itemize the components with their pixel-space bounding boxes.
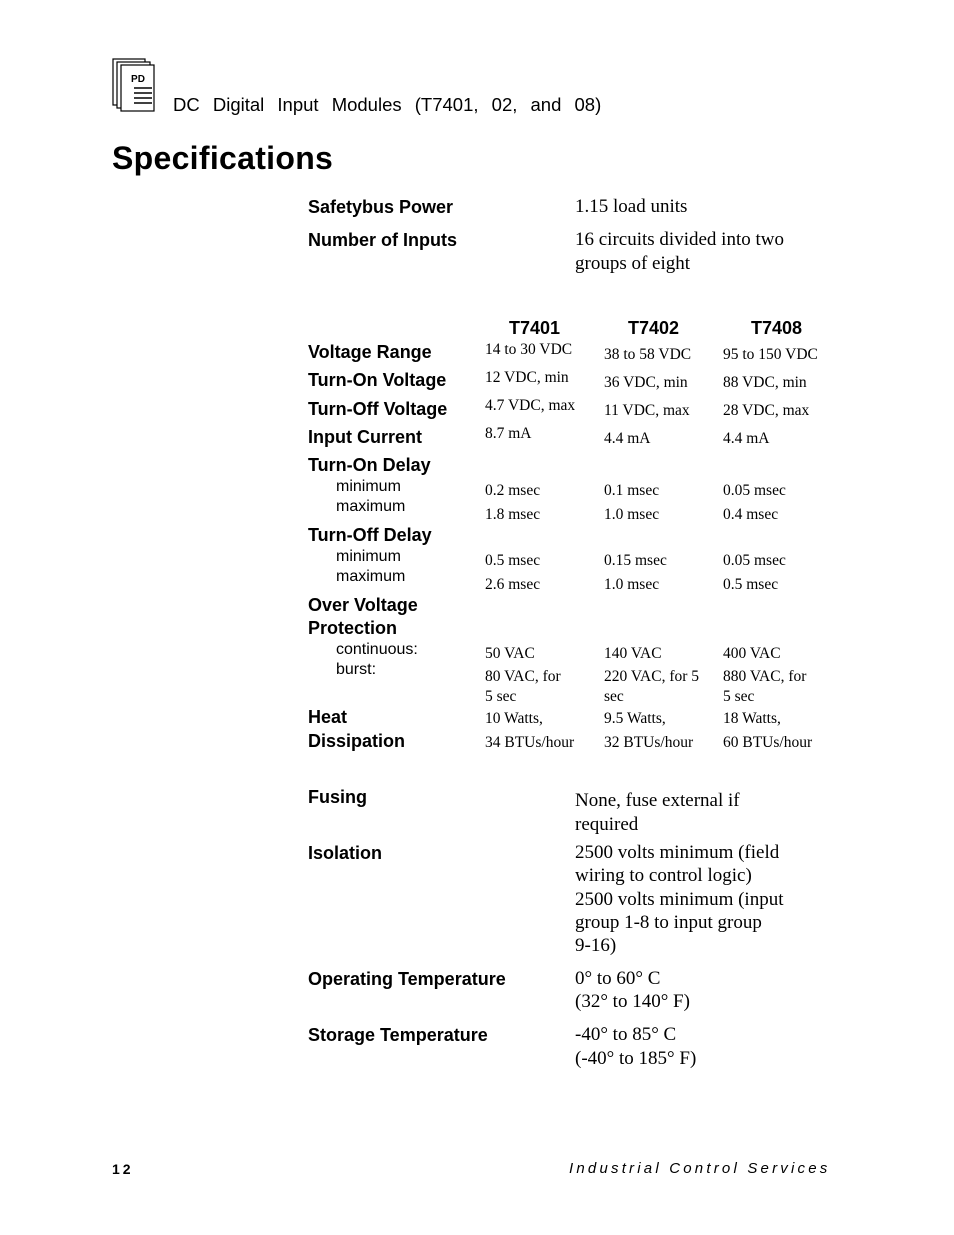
spec-value-isolation-line3: 2500 volts minimum (input bbox=[575, 889, 784, 910]
cell-continuous-t7401: 50 VAC bbox=[485, 645, 535, 662]
sub-label-turn-off-maximum: maximum bbox=[336, 568, 406, 585]
row-label-voltage-range: Voltage Range bbox=[308, 342, 432, 362]
cell-continuous-t7402: 140 VAC bbox=[604, 645, 662, 662]
cell-input-current-t7402: 4.4 mA bbox=[604, 430, 651, 447]
spec-label-number-of-inputs: Number of Inputs bbox=[308, 230, 457, 250]
header-title: DC Digital Input Modules (T7401, 02, and 08) bbox=[173, 94, 602, 115]
spec-value-number-of-inputs-line2: groups of eight bbox=[575, 253, 691, 274]
cell-input-current-t7401: 8.7 mA bbox=[485, 425, 532, 442]
cell-turn-off-min-t7401: 0.5 msec bbox=[485, 552, 541, 569]
row-label-dissipation: Dissipation bbox=[308, 731, 406, 751]
cell-voltage-range-t7401: 14 to 30 VDC bbox=[485, 341, 573, 358]
spec-value-operating-temperature-line1: 0° to 60° C bbox=[575, 968, 661, 989]
cell-burst-line1-t7401: 80 VAC, for bbox=[485, 668, 561, 685]
cell-btus-t7401: 34 BTUs/hour bbox=[485, 734, 575, 751]
cell-continuous-t7408: 400 VAC bbox=[723, 645, 781, 662]
row-label-turn-off-voltage: Turn-Off Voltage bbox=[308, 399, 448, 419]
cell-turn-off-max-t7408: 0.5 msec bbox=[723, 576, 779, 593]
cell-turn-off-voltage-t7401: 4.7 VDC, max bbox=[485, 397, 576, 414]
cell-turn-off-min-t7408: 0.05 msec bbox=[723, 552, 786, 569]
cell-turn-on-voltage-t7402: 36 VDC, min bbox=[604, 374, 688, 391]
column-header-t7408: T7408 bbox=[751, 318, 803, 338]
pd-document-icon bbox=[112, 58, 158, 112]
sub-label-continuous: continuous: bbox=[336, 641, 418, 658]
row-label-over-voltage: Over Voltage bbox=[308, 595, 418, 615]
cell-burst-line2-t7402: sec bbox=[604, 688, 624, 705]
cell-input-current-t7408: 4.4 mA bbox=[723, 430, 770, 447]
sub-label-turn-on-maximum: maximum bbox=[336, 498, 406, 515]
spec-value-isolation-line2: wiring to control logic) bbox=[575, 865, 752, 886]
spec-label-isolation: Isolation bbox=[308, 843, 383, 863]
cell-turn-off-max-t7402: 1.0 msec bbox=[604, 576, 660, 593]
row-label-turn-on-delay: Turn-On Delay bbox=[308, 455, 431, 475]
spec-label-storage-temperature: Storage Temperature bbox=[308, 1025, 488, 1045]
spec-label-fusing: Fusing bbox=[308, 787, 367, 807]
cell-watts-t7402: 9.5 Watts, bbox=[604, 710, 666, 727]
spec-value-storage-temperature-line1: -40° to 85° C bbox=[575, 1024, 677, 1045]
sub-label-burst: burst: bbox=[336, 661, 377, 678]
spec-label-safetybus-power: Safetybus Power bbox=[308, 197, 454, 217]
cell-burst-line1-t7408: 880 VAC, for bbox=[723, 668, 807, 685]
cell-turn-on-min-t7401: 0.2 msec bbox=[485, 482, 541, 499]
column-header-t7401: T7401 bbox=[509, 318, 561, 338]
page-number: 12 bbox=[112, 1161, 134, 1177]
cell-turn-on-max-t7408: 0.4 msec bbox=[723, 506, 779, 523]
row-label-heat: Heat bbox=[308, 707, 348, 727]
cell-turn-off-voltage-t7408: 28 VDC, max bbox=[723, 402, 810, 419]
spec-value-fusing-line2: required bbox=[575, 814, 639, 835]
cell-burst-line2-t7401: 5 sec bbox=[485, 688, 517, 705]
cell-turn-on-max-t7401: 1.8 msec bbox=[485, 506, 541, 523]
row-label-input-current: Input Current bbox=[308, 427, 422, 447]
row-label-protection: Protection bbox=[308, 618, 398, 638]
cell-voltage-range-t7402: 38 to 58 VDC bbox=[604, 346, 692, 363]
cell-btus-t7402: 32 BTUs/hour bbox=[604, 734, 694, 751]
spec-value-operating-temperature-line2: (32° to 140° F) bbox=[575, 991, 690, 1012]
cell-turn-on-min-t7402: 0.1 msec bbox=[604, 482, 660, 499]
spec-value-fusing-line1: None, fuse external if bbox=[575, 790, 740, 811]
cell-turn-off-min-t7402: 0.15 msec bbox=[604, 552, 667, 569]
spec-label-operating-temperature: Operating Temperature bbox=[308, 969, 506, 989]
spec-value-number-of-inputs-line1: 16 circuits divided into two bbox=[575, 229, 784, 250]
footer-company: Industrial Control Services bbox=[569, 1160, 831, 1177]
cell-btus-t7408: 60 BTUs/hour bbox=[723, 734, 813, 751]
spec-value-isolation-line5: 9-16) bbox=[575, 935, 617, 956]
cell-turn-on-max-t7402: 1.0 msec bbox=[604, 506, 660, 523]
cell-watts-t7408: 18 Watts, bbox=[723, 710, 781, 727]
column-header-t7402: T7402 bbox=[628, 318, 680, 338]
cell-turn-off-voltage-t7402: 11 VDC, max bbox=[604, 402, 690, 419]
sub-label-turn-on-minimum: minimum bbox=[336, 478, 401, 495]
cell-turn-on-min-t7408: 0.05 msec bbox=[723, 482, 786, 499]
sub-label-turn-off-minimum: minimum bbox=[336, 548, 401, 565]
cell-turn-on-voltage-t7408: 88 VDC, min bbox=[723, 374, 807, 391]
cell-burst-line2-t7408: 5 sec bbox=[723, 688, 755, 705]
pd-icon-text: PD bbox=[131, 74, 145, 85]
spec-value-safetybus-power: 1.15 load units bbox=[575, 196, 688, 217]
page-title: Specifications bbox=[112, 140, 334, 176]
row-label-turn-off-delay: Turn-Off Delay bbox=[308, 525, 432, 545]
row-label-turn-on-voltage: Turn-On Voltage bbox=[308, 370, 447, 390]
cell-voltage-range-t7408: 95 to 150 VDC bbox=[723, 346, 818, 363]
spec-value-isolation-line1: 2500 volts minimum (field bbox=[575, 842, 780, 863]
cell-burst-line1-t7402: 220 VAC, for 5 bbox=[604, 668, 700, 685]
cell-turn-on-voltage-t7401: 12 VDC, min bbox=[485, 369, 569, 386]
spec-value-storage-temperature-line2: (-40° to 185° F) bbox=[575, 1048, 697, 1069]
cell-turn-off-max-t7401: 2.6 msec bbox=[485, 576, 541, 593]
cell-watts-t7401: 10 Watts, bbox=[485, 710, 543, 727]
spec-value-isolation-line4: group 1-8 to input group bbox=[575, 912, 762, 933]
